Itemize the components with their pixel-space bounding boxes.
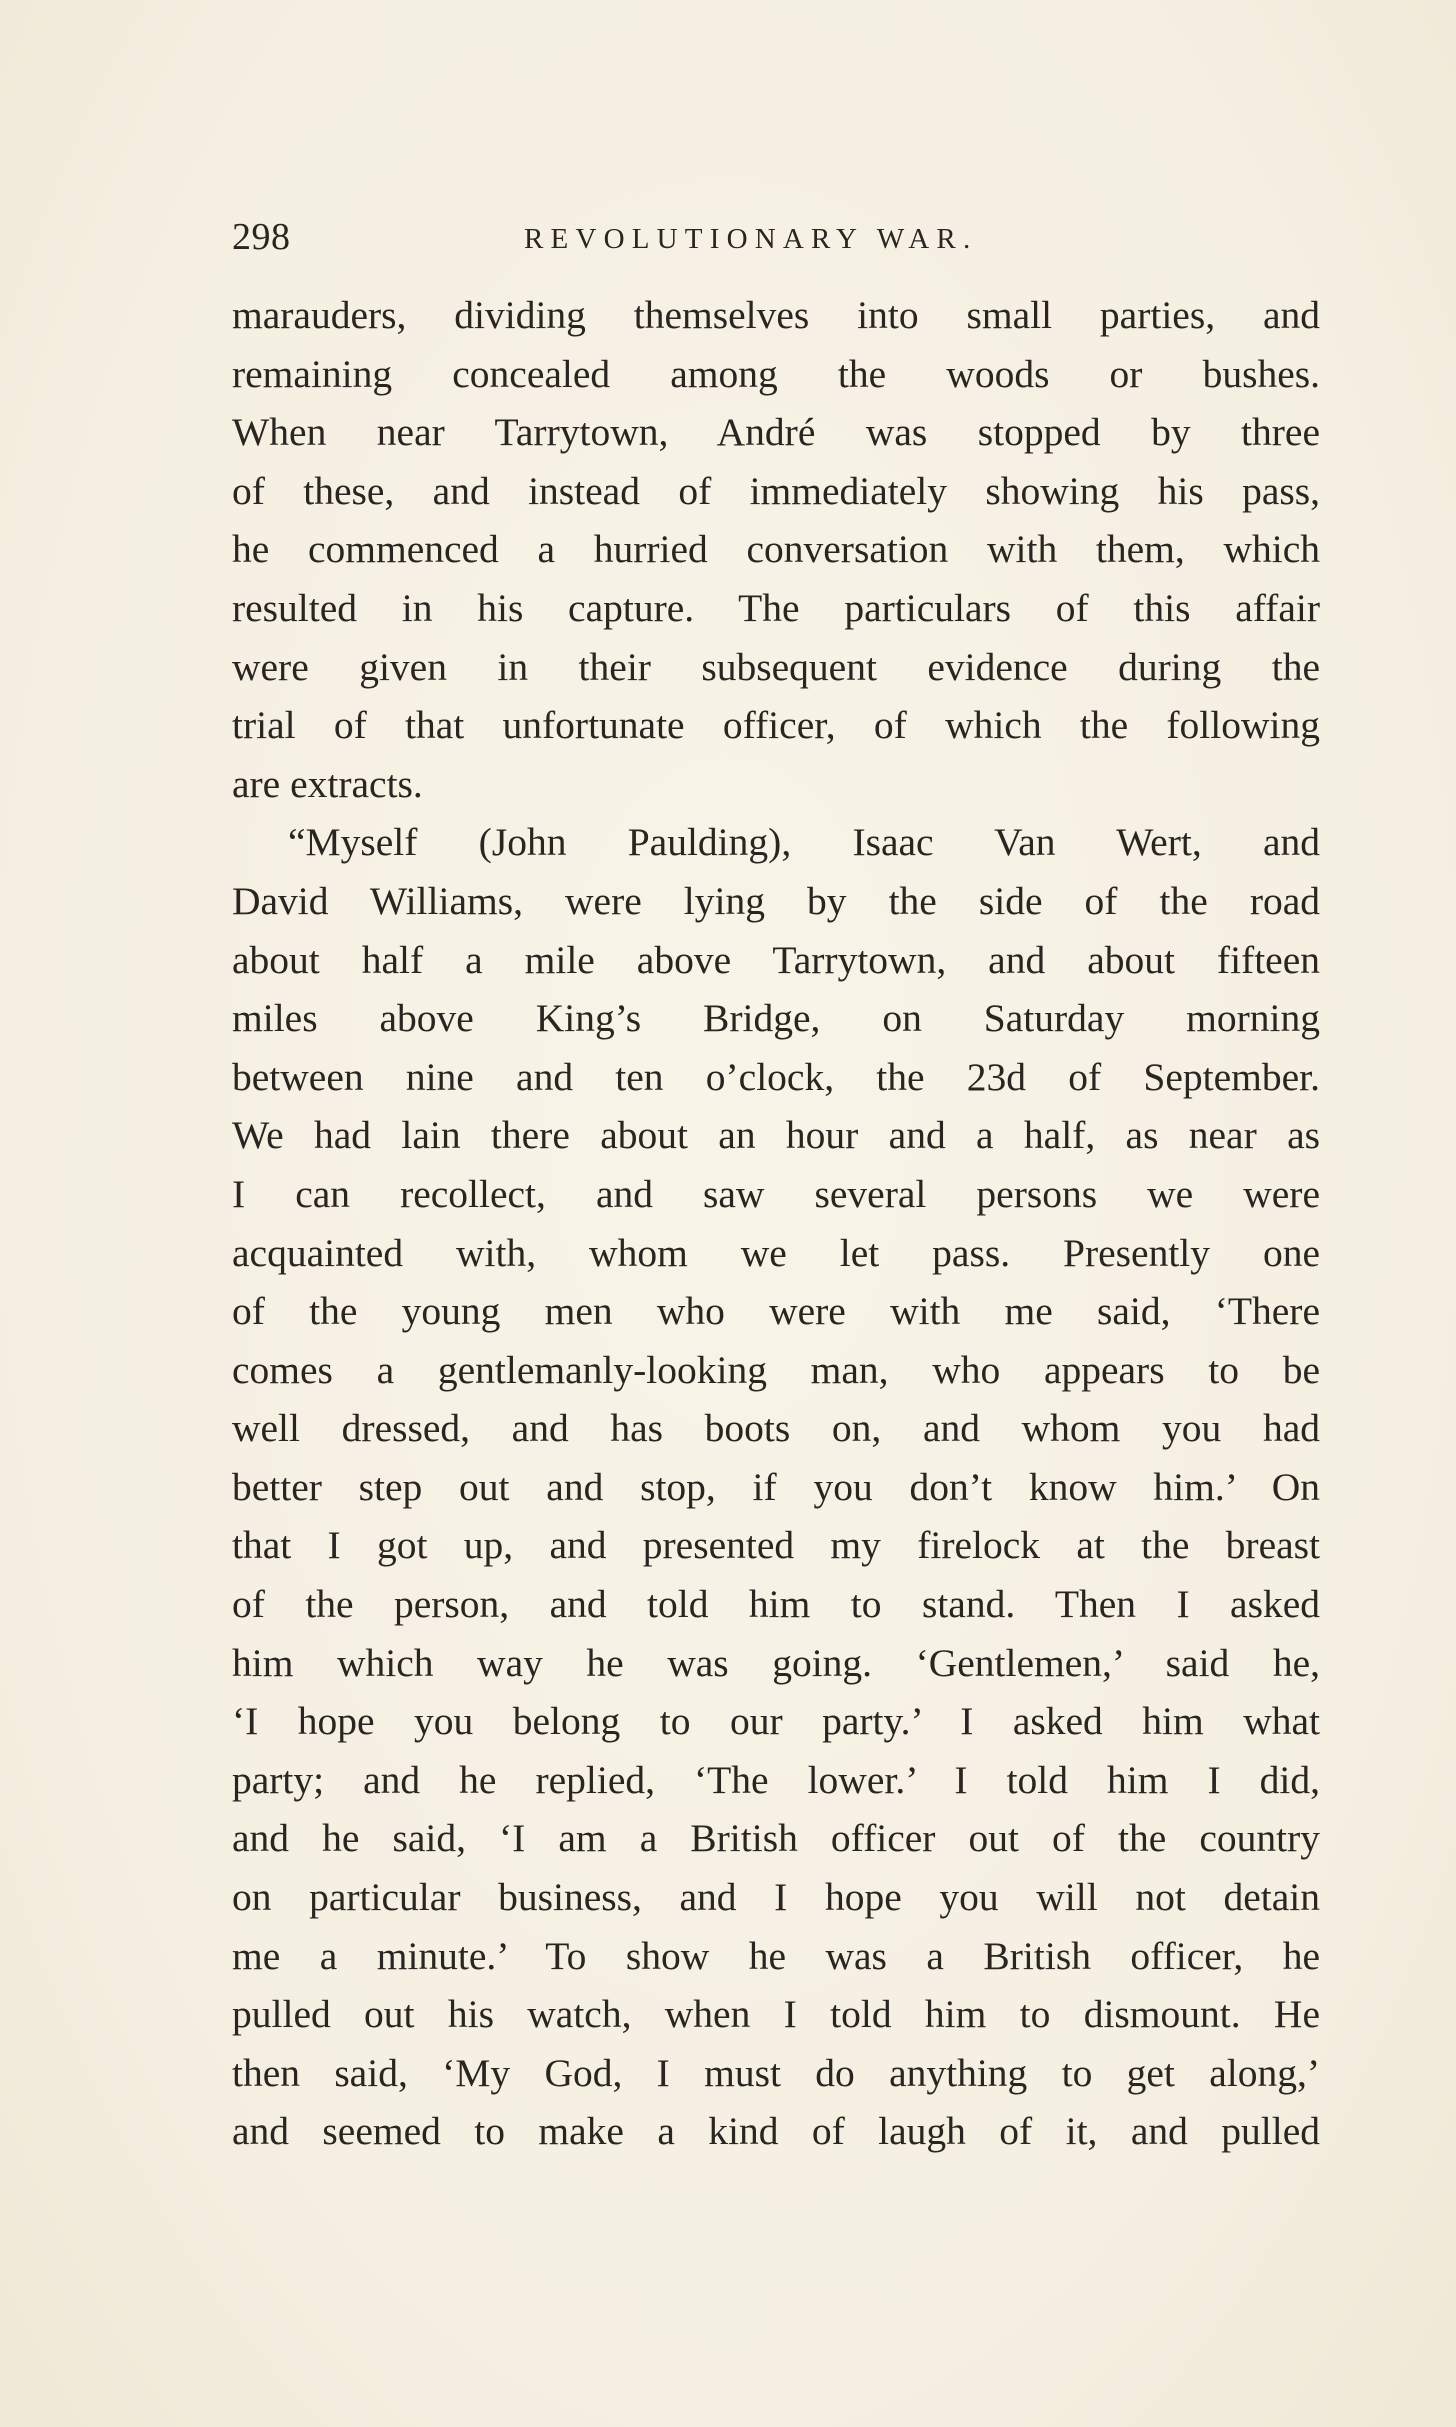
text-line: me a minute.’ To show he was a British officer, he [232, 1933, 1320, 1978]
text-line: are extracts. [232, 761, 423, 806]
text-line: remaining concealed among the woods or bushes. [232, 351, 1320, 396]
text-line: acquainted with, whom we let pass. Presently one [232, 1230, 1320, 1275]
text-line: were given in their subsequent evidence during the [232, 644, 1320, 689]
text-line: on particular business, and I hope you will not detain [232, 1875, 1320, 1920]
text-line: We had lain there about an hour and a half, as near as [232, 1113, 1320, 1158]
text-line: well dressed, and has boots on, and whom you had [232, 1406, 1320, 1451]
text-line: ‘I hope you belong to our party.’ I asked him what [232, 1699, 1320, 1744]
body-text [232, 286, 1320, 2161]
running-head: REVOLUTIONARY WAR. [524, 223, 978, 255]
text-line: When near Tarrytown, André was stopped by three [232, 410, 1320, 455]
text-line: comes a gentlemanly-looking man, who appears to be [232, 1347, 1320, 1392]
text-line: that I got up, and presented my firelock at the breast [232, 1523, 1320, 1568]
text-line: about half a mile above Tarrytown, and about fifteen [232, 937, 1320, 982]
text-line: and he said, ‘I am a British officer out of the country [232, 1816, 1320, 1861]
page-number: 298 [232, 216, 291, 258]
text-line: pulled out his watch, when I told him to dismount. He [232, 1992, 1320, 2037]
text-line: party; and he replied, ‘The lower.’ I told him I did, [232, 1757, 1320, 1802]
text-line: trial of that unfortunate officer, of which the following [232, 703, 1320, 748]
text-line: of these, and instead of immediately showing his pass, [232, 468, 1320, 513]
text-line: miles above King’s Bridge, on Saturday morning [232, 996, 1320, 1041]
text-line: between nine and ten o’clock, the 23d of September. [232, 1054, 1320, 1099]
text-line: him which way he was going. ‘Gentlemen,’ said he, [232, 1640, 1320, 1685]
text-line: “Myself (John Paulding), Isaac Van Wert, and [288, 820, 1320, 865]
text-line: resulted in his capture. The particulars of this affair [232, 585, 1320, 630]
text-line: David Williams, were lying by the side of the road [232, 878, 1320, 923]
text-line: of the person, and told him to stand. Then I asked [232, 1582, 1320, 1627]
text-line: then said, ‘My God, I must do anything to get along,’ [232, 2050, 1320, 2095]
page-header [232, 212, 1320, 262]
text-line: better step out and stop, if you don’t know him.’ On [232, 1464, 1320, 1509]
text-line: marauders, dividing themselves into small parties, and [232, 293, 1320, 337]
text-line: I can recollect, and saw several persons we were [232, 1171, 1320, 1216]
text-line: he commenced a hurried conversation with them, which [232, 527, 1320, 572]
text-line: and seemed to make a kind of laugh of it, and pulled [232, 2109, 1320, 2154]
text-line: of the young men who were with me said, ‘There [232, 1289, 1320, 1334]
